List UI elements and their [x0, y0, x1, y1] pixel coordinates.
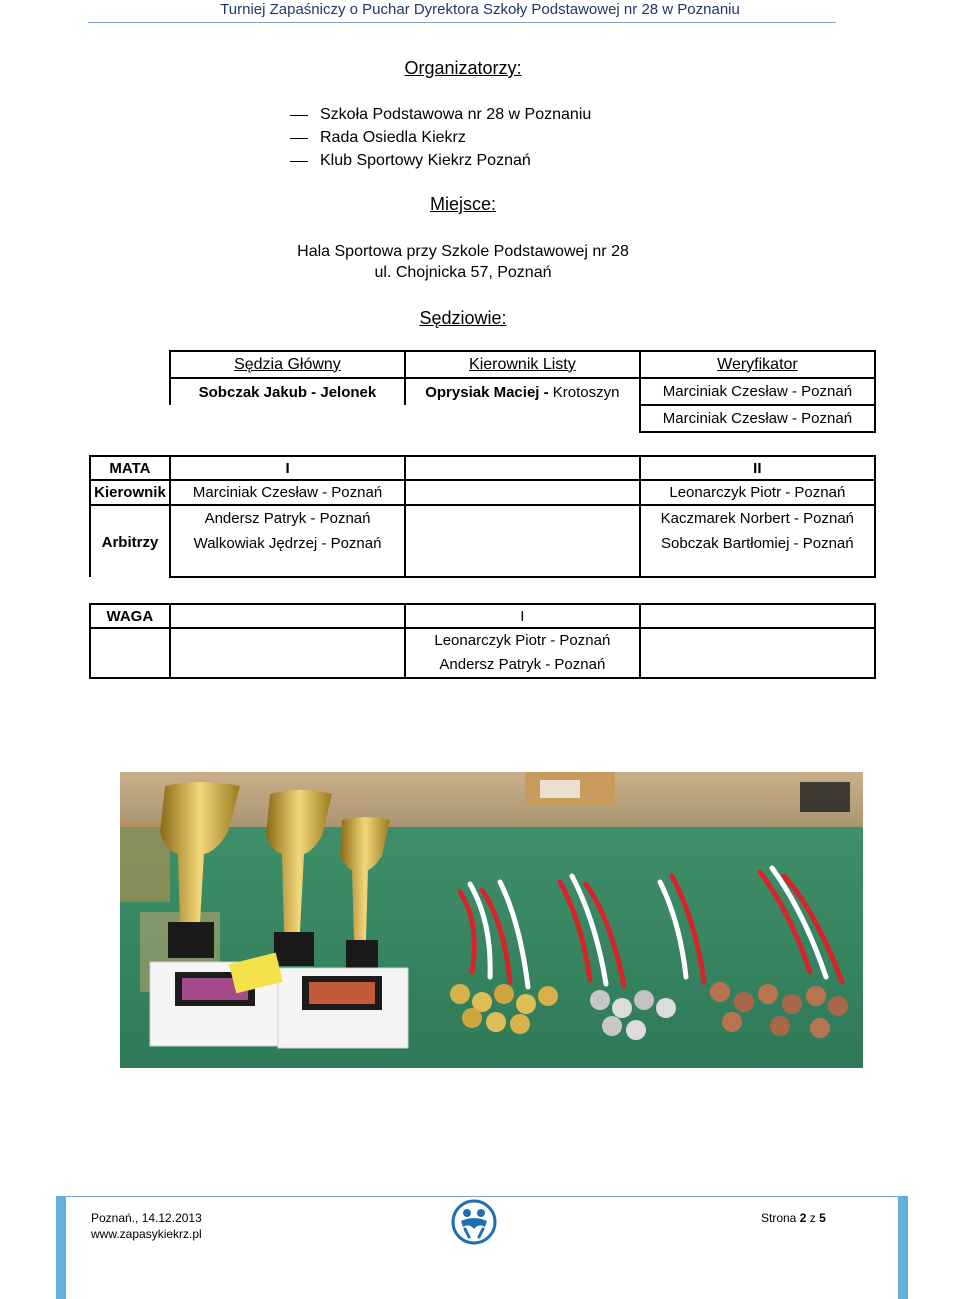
- empty-cell: [90, 628, 170, 678]
- column-header: Weryfikator: [640, 351, 875, 378]
- empty-cell: [640, 628, 875, 678]
- mat-2-arbiters: Kaczmarek Norbert - Poznań Sobczak Bartłomiej - Poznań: [640, 505, 875, 577]
- footer-info: [91, 1210, 202, 1242]
- mat-table: [89, 455, 876, 578]
- empty-cell: [405, 505, 639, 577]
- scale-label: WAGA: [90, 604, 170, 628]
- empty-cell: [405, 456, 639, 480]
- footer-divider: [56, 1196, 904, 1197]
- dash-bullet-icon: [290, 115, 308, 116]
- footer-left-bar: [56, 1196, 66, 1299]
- judges-table: [169, 350, 876, 433]
- scale-header: I: [405, 604, 641, 628]
- page-number: Strona 2 z 5: [761, 1211, 826, 1225]
- place-heading: Miejsce:: [429, 194, 496, 214]
- column-header: Kierownik Listy: [405, 351, 640, 378]
- place-line-1: Hala Sportowa przy Szkole Podstawowej nr 28: [297, 243, 629, 260]
- place-line-2: ul. Chojnicka 57, Poznań: [374, 264, 552, 281]
- verifier-cell: Marciniak Czesław - Poznań: [640, 378, 875, 405]
- header-divider: [88, 22, 836, 23]
- empty-cell: [405, 480, 639, 505]
- mat-2-manager: Leonarczyk Piotr - Poznań: [640, 480, 875, 505]
- list-item: Rada Osiedla Kiekrz: [290, 127, 591, 150]
- dash-bullet-icon: [290, 161, 308, 162]
- arbiters-label: Arbitrzy: [90, 505, 170, 577]
- footer-date: Poznań., 14.12.2013: [91, 1211, 202, 1225]
- mat-1-header: I: [170, 456, 405, 480]
- empty-cell: [170, 628, 405, 678]
- dash-bullet-icon: [290, 138, 308, 139]
- verifier-cell: Marciniak Czesław - Poznań: [640, 405, 875, 432]
- judges-heading: Sędziowie:: [419, 308, 507, 328]
- main-judge-cell: Sobczak Jakub - Jelonek: [170, 378, 405, 405]
- empty-cell: [640, 604, 875, 628]
- organizers-list: [290, 104, 591, 173]
- mat-2-header: II: [640, 456, 875, 480]
- empty-cell: [405, 405, 640, 432]
- organizers-heading: Organizatorzy:: [404, 58, 522, 78]
- mat-1-arbiters: Andersz Patryk - Poznań Walkowiak Jędrzej - Poznań: [170, 505, 405, 577]
- scale-persons: Leonarczyk Piotr - Poznań Andersz Patryk - Poznań: [405, 628, 641, 678]
- column-header: Sędzia Główny: [170, 351, 405, 378]
- header-title: Turniej Zapaśniczy o Puchar Dyrektora Szkoły Podstawowej nr 28 w Poznaniu: [220, 1, 740, 18]
- footer-right-bar: [898, 1196, 908, 1299]
- empty-cell: [170, 405, 405, 432]
- empty-cell: [170, 604, 405, 628]
- footer-website: www.zapasykiekrz.pl: [91, 1227, 202, 1241]
- mat-label: MATA: [90, 456, 170, 480]
- photo-illustration: [120, 772, 863, 1068]
- manager-label: Kierownik: [90, 480, 170, 505]
- list-item: Szkoła Podstawowa nr 28 w Poznaniu: [290, 104, 591, 127]
- trophies-medals-photo: [120, 772, 863, 1068]
- scale-table: [89, 603, 876, 679]
- list-item: Klub Sportowy Kiekrz Poznań: [290, 150, 591, 173]
- mat-1-manager: Marciniak Czesław - Poznań: [170, 480, 405, 505]
- list-manager-cell: Oprysiak Maciej - Krotoszyn: [405, 378, 640, 405]
- club-logo-icon: [451, 1199, 497, 1245]
